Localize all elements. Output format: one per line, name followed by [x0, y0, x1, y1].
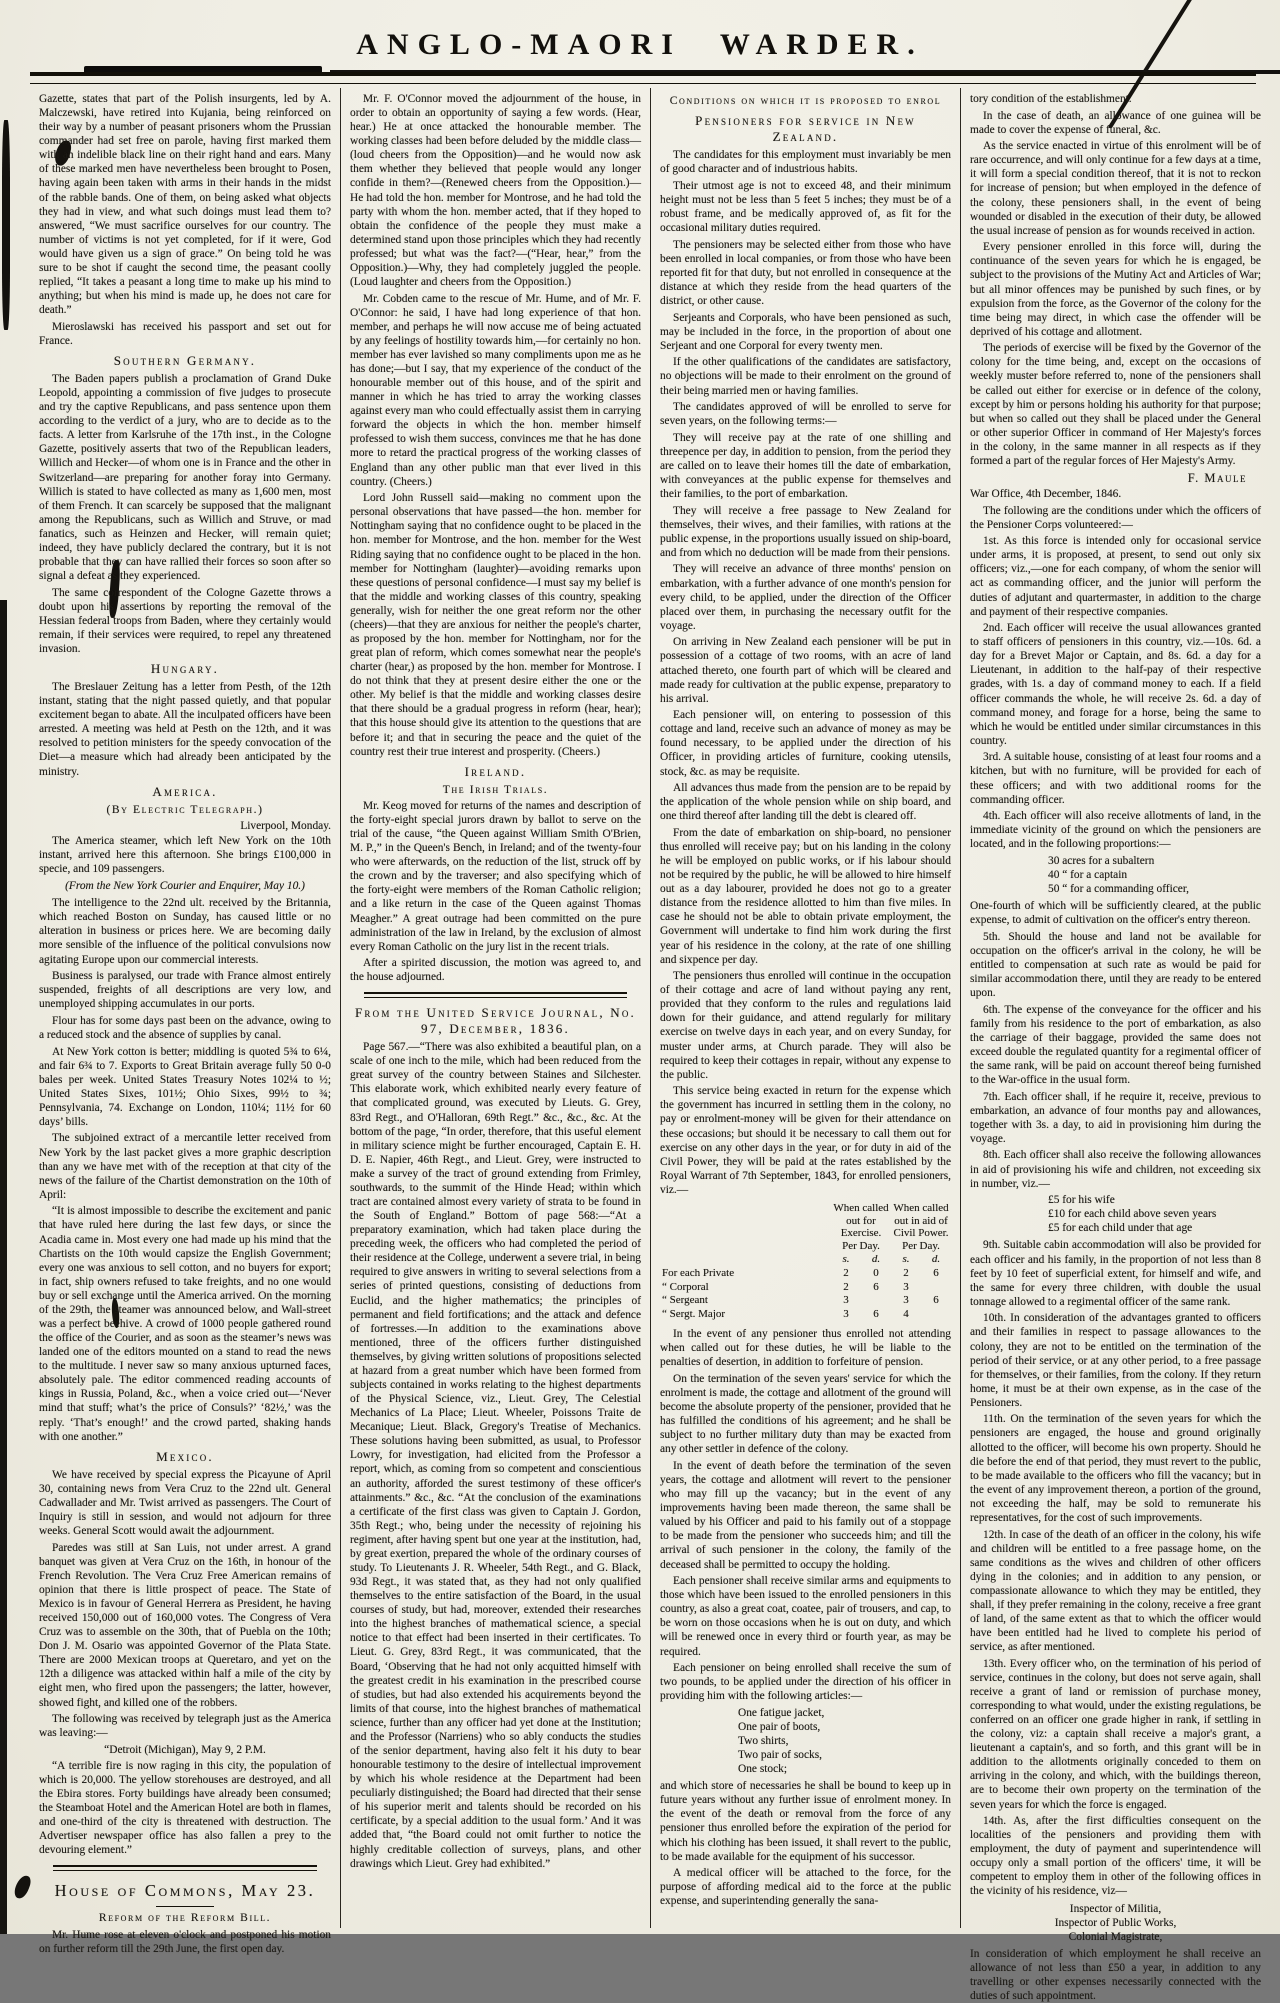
ink-smudge — [2, 120, 10, 330]
list-item: £10 for each child above seven years — [1048, 1208, 1217, 1221]
section-subheading: Reform of the Reform Bill. — [98, 1912, 272, 1925]
pay-table-cell: For each Private — [662, 1266, 735, 1279]
article-paragraph: Business is paralysed, our trade with France almost entirely suspended, freights of all descriptions are very low, and unemployed shipping accumulates in our ports. — [39, 970, 331, 1011]
article-paragraph: 4th. Each officer will also receive allotments of land, in the immediate vicinity of the ground on which the pensioners are located, and in the following proportions:— — [970, 810, 1261, 851]
scan-artifact-left-edge — [0, 600, 7, 1934]
column-2 — [340, 88, 650, 1928]
pay-table-cell: 3 — [843, 1307, 849, 1320]
pay-table-row — [660, 1294, 951, 1308]
article-paragraph-continued: In consideration of which employment he shall receive an allowance of not less than £50 a year, in addition to any travelling or other expenses necessarily connected with the duties of such appointment. — [970, 1947, 1261, 2003]
pay-table-cell: When called out in aid of Civil Power. — [893, 1201, 949, 1240]
dateline-right: Liverpool, Monday. — [240, 819, 331, 832]
article-paragraph: 9th. Suitable cabin accommodation will also be provided for each officer and his family, in the proportion of not less than 8 feet by 10 feet of superficial extent, for himself and wife, and the same for every three children, with double the usual tonnage allowed to a regimental officer of the same rank. — [970, 1239, 1261, 1308]
pay-table-cell: s. — [902, 1253, 910, 1266]
article-paragraph: The pensioners may be selected either from those who have been enrolled in local companies, or from those who have been reported fit for that duty, but not enrolled in consequence at the distance at which they reside from the head quarters of the district, or other cause. — [660, 238, 951, 308]
signature: F. Maule — [1187, 470, 1247, 485]
pay-table-cell: s. — [842, 1253, 850, 1266]
article-paragraph: This service being exacted in return for the expense which the government has incurred in settling them in the colony, no pay or enrolment-money will be given for their attendance on these occasions; but should it be necessary to call them out for exercise on any other days in the year, or for duty in aid of the Civil Power, they will be paid at the rates established by the Royal Warrant of 7th September, 1843, for enrolled pensioners, viz.— — [660, 1085, 951, 1196]
article-paragraph: Mr. F. O'Connor moved the adjournment of the house, in order to obtain an opportunity of saying a few words. (Hear, hear.) He at once attacked the honourable member. The working classes had been before deluded by the middle class—(loud cheers from the Opposition)—and he would now ask them whether they believed that people would any longer confide in them?—(Renewed cheers from the Opposition.)—He had told the hon. member for Montrose, and he had told the party with whom the hon. member acted, that if they hoped to obtain the confidence of the people they must make a determined stand upon those principles which they had recently professed; but what was the fact?—(“Hear, hear,” from the Opposition.)—Why, they had completely juggled the people. (Loud laughter and cheers from the Opposition.) — [350, 93, 641, 289]
pay-table-cell: 0 — [873, 1266, 879, 1279]
pay-table-cell: d. — [931, 1253, 941, 1266]
article-paragraph: They will receive an advance of three months' pension on embarkation, with a further advance of one month's pension for every child, to be applied, under the direction of the Officer placed over them, in purchasing the necessary outfit for the voyage. — [660, 563, 951, 632]
article-paragraph: They will receive pay at the rate of one shilling and threepence per day, in addition to pension, from the period they are called on to leave their homes till the date of embarkation, with conveyances at the public expense for themselves and their families, to the port of embarkation. — [660, 431, 951, 501]
column-3 — [650, 88, 960, 1928]
article-paragraph: 5th. Should the house and land not be available for occupation on the officer's arrival in the colony, he will be entitled to compensation at such rate as would be paid for similar accommodation there, until they are ready to be entered upon. — [970, 930, 1261, 1000]
pay-table-cell: Per Day. — [842, 1239, 880, 1252]
pay-table-cell: 3 — [903, 1280, 909, 1293]
article-paragraph: 13th. Every officer who, on the termination of his period of service, continues in the colony, but does not serve again, shall receive a grant of land or remission of purchase money, corresponding to what would, under the existing regulations, be conferred on an officer one grade higher in rank, if settling in the colony, viz: a captain shall receive a major's grant, a lieutenant a captain's, and so forth, and this grant will be in addition to the allotments originally conceded to them on arriving in the colony, and which, with the buildings thereon, are to become their own property on the termination of the seven years for which the force is engaged. — [970, 1657, 1261, 1811]
article-paragraph: They will receive a free passage to New Zealand for themselves, their wives, and their families, with rations at the public expense, in the proportions usually issued on ship-board, and from which no deduction will be made from their pensions. — [660, 504, 951, 559]
column-1 — [30, 88, 340, 1955]
article-paragraph: Each pensioner shall receive similar arms and equipments to those which have been issued to the enrolled pensioners in this country, as also a great coat, coatee, pair of trousers, and cap, to be worn on those occasions when he is out on duty, and which will be renewed once in every third or fourth year, as may be required. — [660, 1575, 951, 1658]
pay-table-cell — [660, 1253, 831, 1267]
pay-table-row — [660, 1308, 951, 1322]
indented-list — [738, 1706, 951, 1776]
section-heading: Mexico. — [156, 1448, 214, 1464]
list-item: 50 “ for a commanding officer, — [1048, 883, 1190, 896]
source-attribution: (From the New York Courier and Enquirer, May 10.) — [65, 880, 305, 893]
article-paragraph: From the date of embarkation on ship-board, no pensioner thus enrolled will receive pay; but on his landing in the colony he will be employed on public works, or if his labour should not be required by the public, he will be allowed to hire himself out as a day labourer, provided he does not go to a greater distance from the residence allotted to him than five miles. In case he should not be able to obtain private employment, the Government will undertake to find him work during the first year of his residence in the colony, at the rate of one shilling and sixpence per day. — [660, 826, 951, 966]
article-paragraph: The periods of exercise will be fixed by the Governor of the colony for the time being, and, except on the occasions of weekly muster before referred to, none of the pensioners shall be called out either for exercise or in defence of the colony, except by him or persons holding his authority for that purpose; but when so called out they shall be placed under the General or other superior Officer in command of Her Majesty's forces in the colony, in the same manner in all respects as if they formed a part of the regular forces of Her Majesty's Army. — [970, 342, 1261, 467]
article-paragraph: 3rd. A suitable house, consisting of at least four rooms and a kitchen, but with no furniture, will be provided for each of these officers; and with two additional rooms for the commanding officer. — [970, 751, 1261, 806]
article-paragraph: 11th. On the termination of the seven years for which the pensioners are engaged, the house and ground originally allotted to the officer, will become his own property. Should he die before the end of that period, they must revert to the public, to be made available to the officers who fill the vacancy; but in the event of any improvement thereon, a portion of the ground, not exceeding the half, may be sold to remunerate his representatives, for the cost of such improvements. — [970, 1413, 1261, 1524]
indented-list — [1048, 1193, 1261, 1235]
article-paragraph: A medical officer will be attached to the force, for the purpose of affording medical aid to the force at the public expense, and superintending generally the sana- — [660, 1867, 951, 1908]
article-paragraph: 2nd. Each officer will receive the usual allowances granted to staff officers of pensioners in this country, viz.—10s. 6d. a day for a Brevet Major or Captain, and 8s. 6d. a day for a Lieutenant, in addition to the half-pay of their respective grades, with 1s. a day of command money to each. If a field officer commands the whole, he will receive 2s. 6d. a day of command money, and forage for a horse, being the same to which he would be entitled under similar circumstances in this country. — [970, 622, 1261, 747]
article-paragraph: Mr. Keog moved for returns of the names and description of the forty-eight special jurors drawn by ballot to serve on the trial of the cause, “the Queen against William Smith O'Brien, M. P.,” in the Queen's Bench, in Ireland; and of the twenty-four who were afterwards, on the reduction of the list, struck off by the crown and by the traverser; and also specifying which of the forty-eight were members of the Roman Catholic religion; and a like return in the case of the Queen against Thomas Meagher.” A great outrage had been committed on the pure administration of the law in Ireland, by the exclusion of almost every Roman Catholic on the jury list in the recent trials. — [350, 799, 641, 953]
article-paragraph: Flour has for some days past been on the advance, owing to a reduced stock and the absence of supplies by canal. — [39, 1014, 331, 1041]
column-4 — [960, 88, 1270, 2003]
pay-table-cell — [921, 1308, 951, 1322]
pay-table-row — [660, 1281, 951, 1295]
pay-table-cell — [861, 1294, 891, 1308]
list-item: One pair of boots, — [738, 1720, 821, 1733]
article-paragraph: 10th. In consideration of the advantages granted to officers and their families in respect to passage allowances to the colony, they are not to be entitled on the termination of the period of their service, or at any other period, to a free passage for themselves, or their families, from the colony. If they return home, it must be at their own expense, as in the case of the Pensioners. — [970, 1312, 1261, 1409]
article-paragraph: After a spirited discussion, the motion was agreed to, and the house adjourned. — [350, 957, 641, 984]
article-paragraph: 1st. As this force is intended only for occasional service under arms, it is proposed, at present, to send out only six officers; viz.,—one for each company, of whom the senior will act as commanding officer, and the junior will perform the duties of adjutant and quartermaster, in addition to the charge and payment of their respective companies. — [970, 535, 1261, 618]
article-paragraph: The same correspondent of the Cologne Gazette throws a doubt upon his assertions by reporting the removal of the Hessian federal troops from Baden, where they certainly would remain, if their services were required, to repel any threatened invasion. — [39, 586, 331, 655]
dateline: “Detroit (Michigan), May 9, 2 P.M. — [104, 1743, 266, 1756]
pay-table-cell: Per Day. — [902, 1239, 940, 1252]
house-of-commons-heading: House of Commons, May 23. — [54, 1880, 316, 1900]
article-paragraph: In the case of death, an allowance of one guinea will be made to cover the expense of funeral, &c. — [970, 109, 1261, 136]
indented-list — [1048, 854, 1261, 896]
list-item: Two pair of socks, — [738, 1749, 822, 1762]
article-paragraph: Their utmost age is not to exceed 48, and their minimum height must not be less than 5 feet 5 inches; they must be of a robust frame, and be medically approved of, as fit for the occasional military duties required. — [660, 179, 951, 235]
article-paragraph: Mieroslawski has received his passport and set out for France. — [39, 320, 331, 347]
article-paragraph: The candidates for this employment must invariably be men of good character and of industrious habits. — [660, 149, 951, 176]
section-heading: Southern Germany. — [113, 352, 257, 368]
article-paragraph: The subjoined extract of a mercantile letter received from New York by the last packet gives a more graphic description than any we have met with of the reception at that city of the news of the failure of the Chartist demonstration on the 10th of April: — [39, 1132, 331, 1201]
pay-table-cell — [921, 1281, 951, 1295]
article-paragraph: At New York cotton is better; middling is quoted 5¾ to 6¼, and fair 6¾ to 7. Exports to Great Britain average fully 50 0-0 bales per week. United States Treasury Notes 102¼ to ½; United States Sixes, 101½; Ohio Sixes, 99½ to ¾; Pennsylvania, 74. Exchange on London, 110¼; 11½ for 60 days’ bills. — [39, 1045, 331, 1128]
article-paragraph: 14th. As, after the first difficulties consequent on the localities of the pensioners and providing them with employment, the duty of payment and superintendence will occupy only a small portion of the officers' time, it will be competent to employ them in other of the following offices in the vicinity of his residence, viz— — [970, 1815, 1261, 1898]
list-item: £5 for each child under that age — [1048, 1222, 1193, 1235]
article-paragraph: If the other qualifications of the candidates are satisfactory, no objections will be made to their enrolment on the ground of their being married men or having families. — [660, 356, 951, 397]
list-item: Colonial Magistrate, — [1068, 1930, 1163, 1943]
article-paragraph: “It is almost impossible to describe the excitement and panic that have ruled here during the last few days, or since the Acadia came in. Most every one had made up his mind that the Chartists on the 10th would capsize the English Government; every one was anxious to sell cotton, and no buyers for export; in fact, ship owners refused to take freights, and no one would buy or sell exchange until the America arrived. On the morning of the 29th, the steamer was announced below, and Wall-street was a perfect beehive. A crowd of 1000 people gathered round the office of the Courier, and as soon as the steamer’s news was landed one of the editors mounted on a stand to read the news to the multitude. I never saw so many anxious upturned faces, absolutely pale. The editor commenced reading accounts of kings in Russia, Poland, &c., when a voice cried out—‘Never mind that stuff; what’s the price of Consuls?’ ‘82½,’ was the reply. ‘That’s enough!’ and the crowd parted, shaking hands with one another.” — [39, 1205, 331, 1443]
article-paragraph: 7th. Each officer shall, if he require it, receive, previous to embarkation, an advance of four months pay and allowances, together with 3s. a day, to aid in provisioning him during the voyage. — [970, 1090, 1261, 1145]
masthead-rule — [30, 72, 1256, 84]
masthead-title: ANGLO-MAORI WARDER. — [356, 28, 924, 61]
conditions-heading-line2: Pensioners for service in New Zealand. — [695, 113, 916, 145]
list-item: 40 “ for a captain — [1048, 869, 1128, 881]
list-item: Inspector of Militia, — [1069, 1902, 1162, 1915]
double-rule — [53, 1865, 317, 1871]
article-paragraph: “A terrible fire is now raging in this city, the population of which is 20,000. The yellow storehouses are destroyed, and all the Ebira stores. Forty buildings have already been consumed; the Steamboat Hotel and the American Hotel are both in flames, and one-third of the city is threatened with destruction. The Advertiser newspaper office has also fallen a prey to the devouring element.” — [39, 1759, 331, 1857]
article-paragraph-continued: tory condition of the establishment. — [970, 93, 1132, 105]
pay-table-cell: 2 — [843, 1266, 849, 1279]
article-paragraph: Mr. Hume rose at eleven o'clock and postponed his motion on further reform till the 29th June, the first open day. — [39, 1928, 331, 1955]
list-item: One fatigue jacket, — [738, 1706, 825, 1719]
article-paragraph: The Baden papers publish a proclamation of Grand Duke Leopold, appointing a commission of five judges to prosecute and try the captive Republicans, and pass sentence upon them according to the verdict of a jury, who are to decide as to the facts. A letter from Karlsruhe of the 17th inst., in the Cologne Gazette, positively asserts that two of the Republican leaders, Willich and Hecker—of whom one is in France and the other in Switzerland—are preparing for another foray into Germany. Willich is stated to have collected as many as 1,600 men, most of them French. It can scarcely be supposed that the malignant among the Republicans, such as Willich and Struve, or mad fanatics, such as Heinzen and Hecker, will remain quiet; indeed, they have publicly declared the contrary, but it is not probable that they can have rallied their forces so soon after so signal a defeat as they experienced. — [39, 372, 331, 583]
article-paragraph: Mr. Cobden came to the rescue of Mr. Hume, and of Mr. F. O'Connor: he said, I have had long experience of that hon. member, and perhaps he will now accuse me of being actuated by any feelings of hostility towards him,—for certainly no hon. member has ever lavished so many compliments upon me as he has done;—but I say, that my experience of the conduct of the honourable member out of this house, and of the spirit and manner in which he has tried to array the working classes against every man who could effectually assist them in carrying forward the objects in which the hon. member himself professed to wish them success, convinces me that he has done more to retard the practical progress of the working classes of England than any other public man that ever lived in this country. (Cheers.) — [350, 292, 641, 488]
list-item: Two shirts, — [738, 1734, 789, 1747]
column-layout — [30, 88, 1270, 2003]
article-paragraph: Every pensioner enrolled in this force will, during the continuance of the seven years for which he is engaged, be subject to the provisions of the Mutiny Act and Articles of War; but all minor offences may be punished by such fines, or by expulsion from the force, as the Governor of the colony for the time being may direct, in which case the offender will be deprived of his cottage and allotment. — [970, 241, 1261, 338]
article-paragraph: 8th. Each officer shall also receive the following allowances in aid of provisioning his wife and children, not exceeding six in number, viz.— — [970, 1149, 1261, 1190]
article-paragraph: In the event of death before the termination of the seven years, the cottage and allotment will revert to the pensioner who may fill up the vacancy; but in the event of any improvements having been made thereon, the same shall be valued by his Officer and paid to his family out of a stoppage to be made from the pensioner who succeeds him; and till the arrival of such pensioner in the colony, the family of the deceased shall be permitted to occupy the holding. — [660, 1460, 951, 1571]
article-paragraph-continued: War Office, 4th December, 1846. — [970, 487, 1122, 500]
pay-table-cell — [660, 1202, 831, 1240]
section-heading: Hungary. — [150, 661, 220, 677]
article-paragraph: 6th. The expense of the conveyance for the officer and his family from his residence to the port of embarkation, as also the carriage of their baggage, provided the same does not exceed double the regulated quantity for a regimental officer of the same rank, will be paid on account thereof being furnished to the War-office in the usual form. — [970, 1003, 1261, 1087]
pay-table-row — [660, 1267, 951, 1281]
article-paragraph: We have received by special express the Picayune of April 30, containing news from Vera Cruz to the 22nd ult. General Cadwallader and Mr. Twist arrived as passengers. The Court of Inquiry is still in session, and would not adjourn for three weeks. General Scott would await the adjournment. — [39, 1468, 331, 1538]
pay-table-cell: 2 — [843, 1280, 849, 1293]
article-paragraph: The following was received by telegraph just as the America was leaving:— — [39, 1713, 331, 1740]
pay-table-cell: 6 — [873, 1307, 879, 1320]
article-paragraph: Page 567.—“There was also exhibited a beautiful plan, on a scale of one inch to the mile, which had been reduced from the great survey of the country between Staines and Silchester. This elaborate work, which exhibited nearly every feature of that complicated ground, was executed by Lieuts. G. Grey, 83rd Regt., and O'Halloran, 69th Regt.” &c., &c., &c. At the bottom of the page, “In order, therefore, that this useful element in military science might be further encouraged, Captain E. H. D. E. Napier, 46th Regt., and Lieut. Grey, were instructed to make a survey of the tract of ground extending from Frimley, southwards, to the summit of the Hinde Head; within which tract are contained almost every variety of strata to be found in the South of England.” Bottom of page 568:—“At a preparatory examination, which had taken place during the preceding week, the officers who had completed the period of their residence at the College, underwent a severe trial, in being required to give answers in writing to several selections from a series of printed questions, consisting of deductions from Euclid, and the higher mathematics; the principles of permanent and field fortifications; and the attack and defence of fortresses.—In addition to the examinations above mentioned, three of the officers further distinguished themselves, by giving written solutions of propositions selected at hazard from a great number which have been formed from subjects contained in works relating to the highest departments of the Physical Science, viz., Lieut. Grey, The Celestial Mechanics of La Place; Lieut. Wheeler, Poissons Traite de Mecanique; Lieut. Black, Gregory's Treatise of Mechanics. These solutions having been submitted, as usual, to Professor Lowry, for investigation, had elicited from the Professor a report, which, as coming from so competent and conscientious an authority, afforded the surest testimony of these officer's attainments.” &c., &c. “At the conclusion of the examinations a certificate of the first class was given to Captain J. Gordon, 35th Regt.; who, being under the necessity of rejoining his regiment, after having spent but one year at the institution, had, by great exertion, prepared the whole of the ordinary courses of study. To Lieutenants J. R. Wheeler, 54th Regt., and G. Black, 93d Regt., it was stated that, as they had not only qualified themselves to the entire satisfaction of the Board, in the usual courses of study, but had, moreover, extended their researches into the highest branches of mathematical science, a special notice to that effect had been inserted in their certificates. To Lieut. G. Grey, 83rd Regt., it was communicated, that the Board, ‘Observing that he had not only acquitted himself with the greatest credit in his examination in the prescribed course of studies, but had also extended his acquirements beyond the limits of that course, into the highest branches of mathematical science, further than any officer had yet done at the Institution; and the Professor (Narriens) who so ably conducts the studies of the senior department, having also felt it his duty to bear honourable testimony to the desire of intellectual improvement by which his whole residence at the Department had been peculiarly distinguished; the Board had directed that their sense of his superior merit and talents should be recorded on his certificate, by a special addition to the usual form.’ And it was added that, “the Board could not omit further to notice the highly creditable collection of surveys, plans, and other drawings which Lieut. Grey had exhibited.” — [350, 1041, 641, 1870]
pay-table-cell: 6 — [873, 1280, 879, 1293]
article-paragraph: Each pensioner will, on entering to possession of this cottage and land, receive such an advance of money as may be found necessary, to be applied under the direction of his Officer, in providing articles of furniture, cooking utensils, stock, &c. as may be requisite. — [660, 709, 951, 778]
pay-table-cell — [660, 1240, 831, 1254]
pay-table-cell: 4 — [903, 1307, 909, 1320]
section-heading: America. — [152, 783, 218, 799]
article-paragraph: As the service enacted in virtue of this enrolment will be of rare occurrence, and will only continue for a few days at a time, it will form a special condition thereof, that it is not to reckon for increase of pension; but when employed in the defence of the colony, these pensioners shall, in the event of being wounded or disabled in the execution of their duty, be allowed the usual increase of pension as for wounds received in action. — [970, 140, 1261, 237]
article-paragraph: Serjeants and Corporals, who have been pensioned as such, may be included in the force, in the proportion of about one Serjeant and one Corporal for every twenty men. — [660, 311, 951, 352]
article-paragraph: On arriving in New Zealand each pensioner will be put in possession of a cottage of two rooms, with an acre of land attached thereto, one fourth part of which will be cleared and made ready for cultivation at the public expense, preparatory to his arrival. — [660, 636, 951, 705]
short-rule — [156, 1906, 214, 1907]
article-paragraph-continued: One-fourth of which will be sufficiently cleared, at the public expense, to admit of cultivation on the officer's entry thereon. — [970, 900, 1261, 927]
united-service-journal-heading: From the United Service Journal, No. 97, December, 1836. — [354, 1005, 636, 1037]
article-paragraph: The following are the conditions under which the officers of the Pensioner Corps volunteered:— — [970, 504, 1261, 531]
list-item: Inspector of Public Works, — [1054, 1916, 1177, 1929]
pay-table-cell: 2 — [903, 1266, 909, 1279]
section-heading: Ireland. — [464, 763, 527, 779]
article-paragraph-continued: Gazette, states that part of the Polish insurgents, led by A. Malczewski, have retired into Kujania, being reinforced on their way by a number of peasant prisoners whom the Prussian commander had set free on parole, having first marked them with an indelible black line on their right hand and ears. Many of these marked men have nevertheless been brought to Posen, having again been taken with arms in their hands in the midst of the rabble bands. One of them, on being asked what objects they had in view, and what such doings must lead them to? answered, “We must sacrifice ourselves for our country. The number of victims is not yet completed, for if it were, God would have given us a sign of grace.” On being told he was sure to be shot if caught the second time, the peasant coolly replied, “It takes a peasant a long time to make up his mind to anything; but when his mind is made up, he does not care for death.” — [39, 93, 331, 317]
article-paragraph: All advances thus made from the pension are to be repaid by the application of the whole pension while on ship board, and one third thereof after landing till the debt is cleared off. — [660, 782, 951, 823]
pay-table-cell: 3 — [843, 1294, 849, 1307]
list-item: £5 for his wife — [1048, 1194, 1115, 1207]
double-rule — [364, 992, 627, 998]
article-paragraph: 12th. In case of the death of an officer in the colony, his wife and children will be entitled to a free passage home, on the same conditions as the wives and children of other officers dying in the colonies; and in addition to any pension, or compassionate allowance to which they may be entitled, they shall, if they prefer remaining in the colony, receive a free grant of land, of the same extent as that to which the officer would have been entitled had he lived to complete his period of service, as after mentioned. — [970, 1528, 1261, 1654]
pay-table-cell: “ Sergt. Major — [662, 1307, 726, 1320]
article-paragraph: The America steamer, which left New York on the 10th instant, arrived here this afternoon. She brings £100,000 in specie, and 109 passengers. — [39, 834, 331, 876]
article-paragraph: The pensioners thus enrolled will continue in the occupation of their cottage and acre of land without paying any rent, provided that they conform to the rules and regulations laid down for their guidance, and attend regularly for military exercise on twelve days in each year, and on every Sunday, for muster under arms, at Church parade. They will also be required to keep their cottages in repair, without any expense to the public. — [660, 970, 951, 1081]
section-subheading: The Irish Trials. — [442, 783, 549, 796]
article-paragraph: The Breslauer Zeitung has a letter from Pesth, of the 12th instant, stating that the night passed quietly, and that popular excitement began to abate. All the inculpated officers have been arrested. A meeting was held at Pesth on the 12th, and it was resolved to petition ministers for the speedy convocation of the Diet—a measure which had already been anticipated by the ministry. — [39, 681, 331, 778]
pay-rates-table — [660, 1202, 951, 1321]
pay-table-cell: 6 — [933, 1294, 939, 1307]
pay-table-cell: 3 — [903, 1294, 909, 1307]
article-paragraph: Paredes was still at San Luis, not under arrest. A grand banquet was given at Vera Cruz on the 16th, in honour of the French Revolution. The Vera Cruz Free American remains of opinion that there is little prospect of peace. The State of Mexico is in favour of General Herrera as President, he having received 150,000 out of 160,000 votes. The Congress of Vera Cruz was to assemble on the 30th, that of Puebla on the 10th; Don J. M. Osario was appointed Governor of the Plata State. There are 2000 Mexican troops at Queretaro, and yet on the 12th a diligence was attacked within half a mile of the city by eight men, who fired upon the passengers; the latter, however, showed fight, and killed one of the robbers. — [39, 1541, 331, 1709]
article-paragraph-continued: and which store of necessaries he shall be bound to keep up in future years without any further issue of enrolment money. In the event of the death or removal from the force of any pensioner thus enrolled before the expiration of the period for which his clothing has been issued, it shall revert to the public, to be made available for the equipment of his successor. — [660, 1780, 951, 1863]
article-paragraph: Lord John Russell said—making no comment upon the personal observations that have passed—the hon. member for Nottingham saying that no confidence ought to be placed in the hon. member for Montrose, and the hon. member for the West Riding saying that no confidence ought to be placed in the hon. member for Nottingham (laughter)—avoiding remarks upon these questions of personal confidence—I must say my belief is that the middle and working classes of this country, speaking generally, wish for neither the one great reform nor the other (cheers)—that they are anxious for neither the people's charter, as proposed by the hon. member for Nottingham, nor for the great plan of reform, which comes somewhat near the people's charter (hear,) as proposed by the hon. member for Montrose. I do not think that they at present desire either the one or the other. My belief is that the middle and working classes desire that there should be a gradual progress in reform (hear, hear); that this house should give its attention to the questions that are before it; and that in securing the peace and the quiet of the country rest their true interest and prosperity. (Cheers.) — [350, 492, 641, 758]
article-paragraph: On the termination of the seven years' service for which the enrolment is made, the cottage and allotment of the ground will become the absolute property of the pensioner, provided that he has fulfilled the conditions of his agreement; and he shall be subject to no further military duty than may be exacted from any other settler in defence of the colony. — [660, 1373, 951, 1456]
pay-table-cell: “ Corporal — [662, 1280, 709, 1293]
conditions-heading-line1: Conditions on which it is proposed to enrol — [669, 95, 942, 107]
article-paragraph: The candidates approved of will be enrolled to serve for seven years, on the following terms:— — [660, 401, 951, 428]
article-paragraph: The intelligence to the 22nd ult. received by the Britannia, which reached Boston on Sunday, has caused little or no alteration in business or prices here. We are becoming daily more sensible of the influence of the political convulsions now agitating Europe upon our commercial interests. — [39, 897, 331, 966]
pay-table-cell: d. — [871, 1253, 881, 1266]
pay-table-cell: When called out for Exercise. — [833, 1201, 889, 1240]
article-paragraph: Each pensioner on being enrolled shall receive the sum of two pounds, to be applied under the direction of his officer in providing him with the following articles:— — [660, 1662, 951, 1703]
list-item: 30 acres for a subaltern — [1048, 854, 1155, 867]
centered-list — [970, 1902, 1261, 1944]
article-paragraph: In the event of any pensioner thus enrolled not attending when called out for these duties, he will be liable to the penalties of desertion, in addition to forfeiture of pension. — [660, 1328, 951, 1369]
pay-table-cell: “ Sergeant — [662, 1294, 708, 1307]
list-item: One stock; — [738, 1763, 788, 1776]
section-subheading: (By Electric Telegraph.) — [106, 803, 264, 816]
pay-table-cell: 6 — [933, 1266, 939, 1279]
